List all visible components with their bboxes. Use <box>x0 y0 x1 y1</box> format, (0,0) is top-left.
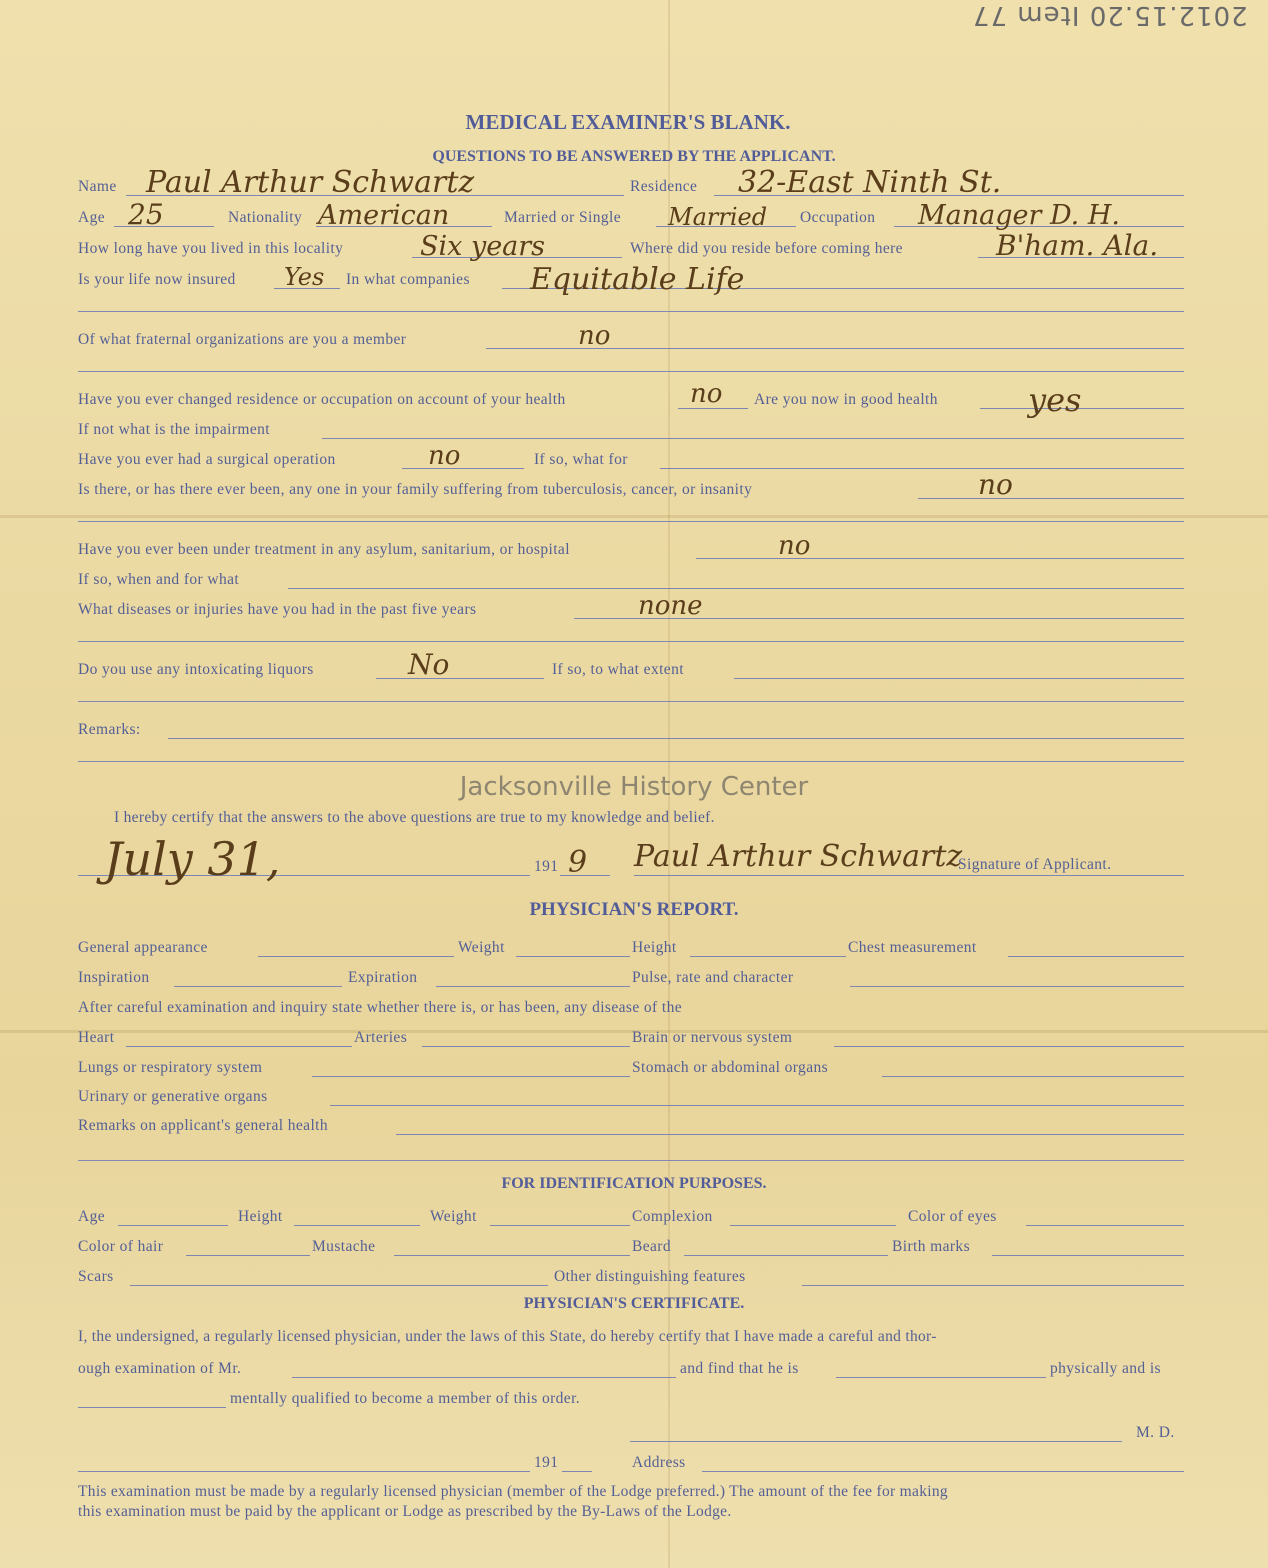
name-label: Name <box>78 178 117 195</box>
birth-marks-label: Birth marks <box>892 1238 971 1255</box>
reside-before-value: B'ham. Ala. <box>996 229 1159 262</box>
eyes-label: Color of eyes <box>908 1208 997 1225</box>
reside-before-label: Where did you reside before coming here <box>630 240 903 257</box>
id-weight-label: Weight <box>430 1208 477 1225</box>
certificate-row-3 <box>78 1382 1184 1412</box>
liquors-value: No <box>408 648 450 681</box>
certificate-line-2c: physically and is <box>1050 1360 1161 1377</box>
changed-residence-row <box>78 379 1184 419</box>
hair-line <box>186 1255 310 1256</box>
insured-row <box>78 262 1184 297</box>
expiration-label: Expiration <box>348 969 418 986</box>
urinary-line <box>330 1105 1184 1106</box>
insured-label: Is your life now insured <box>78 271 236 288</box>
asylum-label: Have you ever been under treatment in any asylum, sanitarium, or hospital <box>78 541 570 558</box>
certificate-line-2a: ough examination of Mr. <box>78 1360 242 1377</box>
form-title: MEDICAL EXAMINER'S BLANK. <box>465 110 791 134</box>
changed-residence-value: no <box>690 379 723 409</box>
applicant-section-title: QUESTIONS TO BE ANSWERED BY THE APPLICANT. <box>432 148 836 165</box>
date-value: July 31, <box>104 832 281 886</box>
appearance-line <box>258 956 454 957</box>
certification-statement: I hereby certify that the answers to the above questions are true to my knowledge and belief. <box>114 809 715 826</box>
id-row-1 <box>78 1200 1184 1230</box>
how-long-label: How long have you lived in this locality <box>78 240 344 257</box>
blank-line <box>78 761 1184 762</box>
liquors-label: Do you use any intoxicating liquors <box>78 661 314 678</box>
extent-line <box>734 678 1184 679</box>
md-label: M. D. <box>1136 1424 1175 1441</box>
fraternal-value: no <box>578 321 611 351</box>
residence-value: 32-East Ninth St. <box>738 165 1002 200</box>
diseases-value: none <box>638 591 703 621</box>
good-health-line <box>980 408 1184 409</box>
certificate-line-3: mentally qualified to become a member of this order. <box>230 1390 581 1407</box>
impairment-label: If not what is the impairment <box>78 421 270 438</box>
heart-label: Heart <box>78 1029 115 1046</box>
companies-value: Equitable Life <box>530 262 745 297</box>
certificate-line-1: I, the undersigned, a regularly licensed physician, under the laws of this State, do hereby certify that I have made a careful and thor- <box>78 1328 937 1345</box>
family-label: Is there, or has there ever been, any one in your family suffering from tuberculosis, cancer, or insanity <box>78 481 753 498</box>
insured-value: Yes <box>284 263 325 291</box>
fraternal-label: Of what fraternal organizations are you a member <box>78 331 407 348</box>
footer-line-2: this examination must be paid by the applicant or Lodge as prescribed by the By-Laws of the Lodge. <box>78 1503 732 1520</box>
address-line <box>702 1471 1184 1472</box>
general-remarks-label: Remarks on applicant's general health <box>78 1117 329 1134</box>
remarks-label: Remarks: <box>78 721 141 738</box>
general-remarks-row <box>78 1109 1184 1139</box>
certificate-row-2 <box>78 1352 1184 1382</box>
appearance-row <box>78 931 1184 961</box>
cert-date-line <box>78 1471 530 1472</box>
other-features-line <box>802 1285 1184 1286</box>
impairment-line <box>322 438 1184 439</box>
blank-line <box>78 641 1184 642</box>
diseases-row <box>78 593 1184 623</box>
beard-line <box>684 1255 888 1256</box>
lungs-label: Lungs or respiratory system <box>78 1059 263 1076</box>
blank-line <box>78 371 1184 372</box>
asylum-row <box>78 533 1184 563</box>
liquors-line <box>376 678 544 679</box>
good-health-label: Are you now in good health <box>754 391 938 408</box>
arteries-line <box>422 1046 630 1047</box>
nationality-value: American <box>318 200 450 231</box>
weight-label: Weight <box>458 939 505 956</box>
mustache-line <box>394 1255 630 1256</box>
asylum-line <box>696 558 1184 559</box>
scars-line <box>130 1285 548 1286</box>
brain-label: Brain or nervous system <box>632 1029 793 1046</box>
companies-label: In what companies <box>346 271 470 288</box>
complexion-label: Complexion <box>632 1208 713 1225</box>
blank-line <box>78 701 1184 702</box>
mental-line <box>78 1407 226 1408</box>
cert-year-line <box>562 1471 592 1472</box>
occupation-value: Manager D. H. <box>918 200 1120 231</box>
blank-line <box>78 521 1184 522</box>
urinary-row <box>78 1080 1184 1110</box>
physician-signature-line <box>630 1441 1122 1442</box>
nationality-label: Nationality <box>228 209 303 226</box>
arteries-label: Arteries <box>354 1029 408 1046</box>
locality-row <box>78 229 1184 262</box>
fold-line <box>0 515 1268 518</box>
other-features-label: Other distinguishing features <box>554 1268 746 1285</box>
married-label: Married or Single <box>504 209 621 226</box>
scars-label: Scars <box>78 1268 114 1285</box>
height-line <box>690 956 846 957</box>
watermark: Jacksonville History Center <box>459 772 809 802</box>
lungs-line <box>312 1076 630 1077</box>
id-height-label: Height <box>238 1208 283 1225</box>
inspiration-line <box>174 986 342 987</box>
eyes-line <box>1026 1225 1184 1226</box>
family-line <box>918 498 1184 499</box>
after-exam-label: After careful examination and inquiry state whether there is, or has been, any disease of the <box>78 999 683 1016</box>
id-weight-line <box>490 1225 630 1226</box>
surgical-line <box>402 468 524 469</box>
birth-marks-line <box>992 1255 1184 1256</box>
inspiration-label: Inspiration <box>78 969 150 986</box>
id-age-line <box>118 1225 228 1226</box>
physician-report-title: PHYSICIAN'S REPORT. <box>529 899 739 920</box>
age-row <box>78 198 1184 231</box>
id-row-3 <box>78 1260 1184 1290</box>
when-row <box>78 563 1184 593</box>
family-value: no <box>978 468 1013 501</box>
finding-line <box>836 1377 1046 1378</box>
changed-residence-label: Have you ever changed residence or occupation on account of your health <box>78 391 566 408</box>
fraternal-row <box>78 323 1184 353</box>
pulse-label: Pulse, rate and character <box>632 969 794 986</box>
chest-line <box>1008 956 1184 957</box>
blank-line <box>78 1160 1184 1161</box>
age-value: 25 <box>128 198 164 231</box>
year-value: 9 <box>568 845 588 880</box>
footer-line-1: This examination must be made by a regularly licensed physician (member of the Lodge preferred.) The amount of the fee for making <box>78 1483 948 1500</box>
remarks-line <box>168 738 1184 739</box>
address-label: Address <box>632 1454 686 1471</box>
general-remarks-line <box>396 1134 1184 1135</box>
cert-year-label: 191 <box>534 1454 559 1471</box>
chest-label: Chest measurement <box>848 939 977 956</box>
brain-line <box>834 1046 1184 1047</box>
examined-name-line <box>292 1377 676 1378</box>
signature-label: Signature of Applicant. <box>958 856 1112 873</box>
address-row <box>78 1446 1184 1476</box>
diseases-label: What diseases or injuries have you had in the past five years <box>78 601 477 618</box>
impairment-row <box>78 413 1184 443</box>
catalog-number: 2012.15.20 Item 77 <box>972 0 1248 30</box>
urinary-label: Urinary or generative organs <box>78 1088 268 1105</box>
remarks-row <box>78 713 1184 743</box>
good-health-value: yes <box>1028 381 1082 419</box>
certificate-title: PHYSICIAN'S CERTIFICATE. <box>523 1295 745 1312</box>
pulse-line <box>850 986 1184 987</box>
signature-value: Paul Arthur Schwartz <box>634 839 963 874</box>
age-label: Age <box>78 209 106 226</box>
stomach-label: Stomach or abdominal organs <box>632 1059 829 1076</box>
weight-line <box>516 956 630 957</box>
surgical-value: no <box>428 441 461 471</box>
id-row-2 <box>78 1230 1184 1260</box>
height-label: Height <box>632 939 677 956</box>
when-line <box>288 588 1184 589</box>
blank-line <box>78 311 1184 312</box>
id-height-line <box>294 1225 420 1226</box>
asylum-value: no <box>778 531 811 561</box>
name-value: Paul Arthur Schwartz <box>146 165 475 200</box>
general-appearance-label: General appearance <box>78 939 208 956</box>
when-label: If so, when and for what <box>78 571 240 588</box>
heart-row <box>78 1021 1184 1051</box>
mustache-label: Mustache <box>312 1238 376 1255</box>
lungs-row <box>78 1051 1184 1081</box>
name-row <box>78 165 1184 200</box>
after-exam-row <box>78 991 1184 1021</box>
inspiration-row <box>78 961 1184 991</box>
stomach-line <box>882 1076 1184 1077</box>
extent-label: If so, to what extent <box>552 661 684 678</box>
how-long-value: Six years <box>420 231 546 262</box>
identification-title: FOR IDENTIFICATION PURPOSES. <box>501 1175 767 1192</box>
family-row <box>78 468 1184 503</box>
occupation-label: Occupation <box>800 209 876 226</box>
expiration-line <box>436 986 630 987</box>
certificate-line-2b: and find that he is <box>680 1360 799 1377</box>
year-prefix: 191 <box>534 858 559 875</box>
what-for-line <box>660 468 1184 469</box>
if-so-what-for-label: If so, what for <box>534 451 628 468</box>
heart-line <box>126 1046 352 1047</box>
complexion-line <box>730 1225 896 1226</box>
surgical-row <box>78 443 1184 473</box>
beard-label: Beard <box>632 1238 672 1255</box>
residence-label: Residence <box>630 178 698 195</box>
id-age-label: Age <box>78 1208 106 1225</box>
md-row <box>78 1416 1184 1446</box>
liquors-row <box>78 648 1184 683</box>
married-value: Married <box>668 203 768 231</box>
hair-label: Color of hair <box>78 1238 164 1255</box>
surgical-label: Have you ever had a surgical operation <box>78 451 336 468</box>
footer-note <box>78 1482 1184 1522</box>
